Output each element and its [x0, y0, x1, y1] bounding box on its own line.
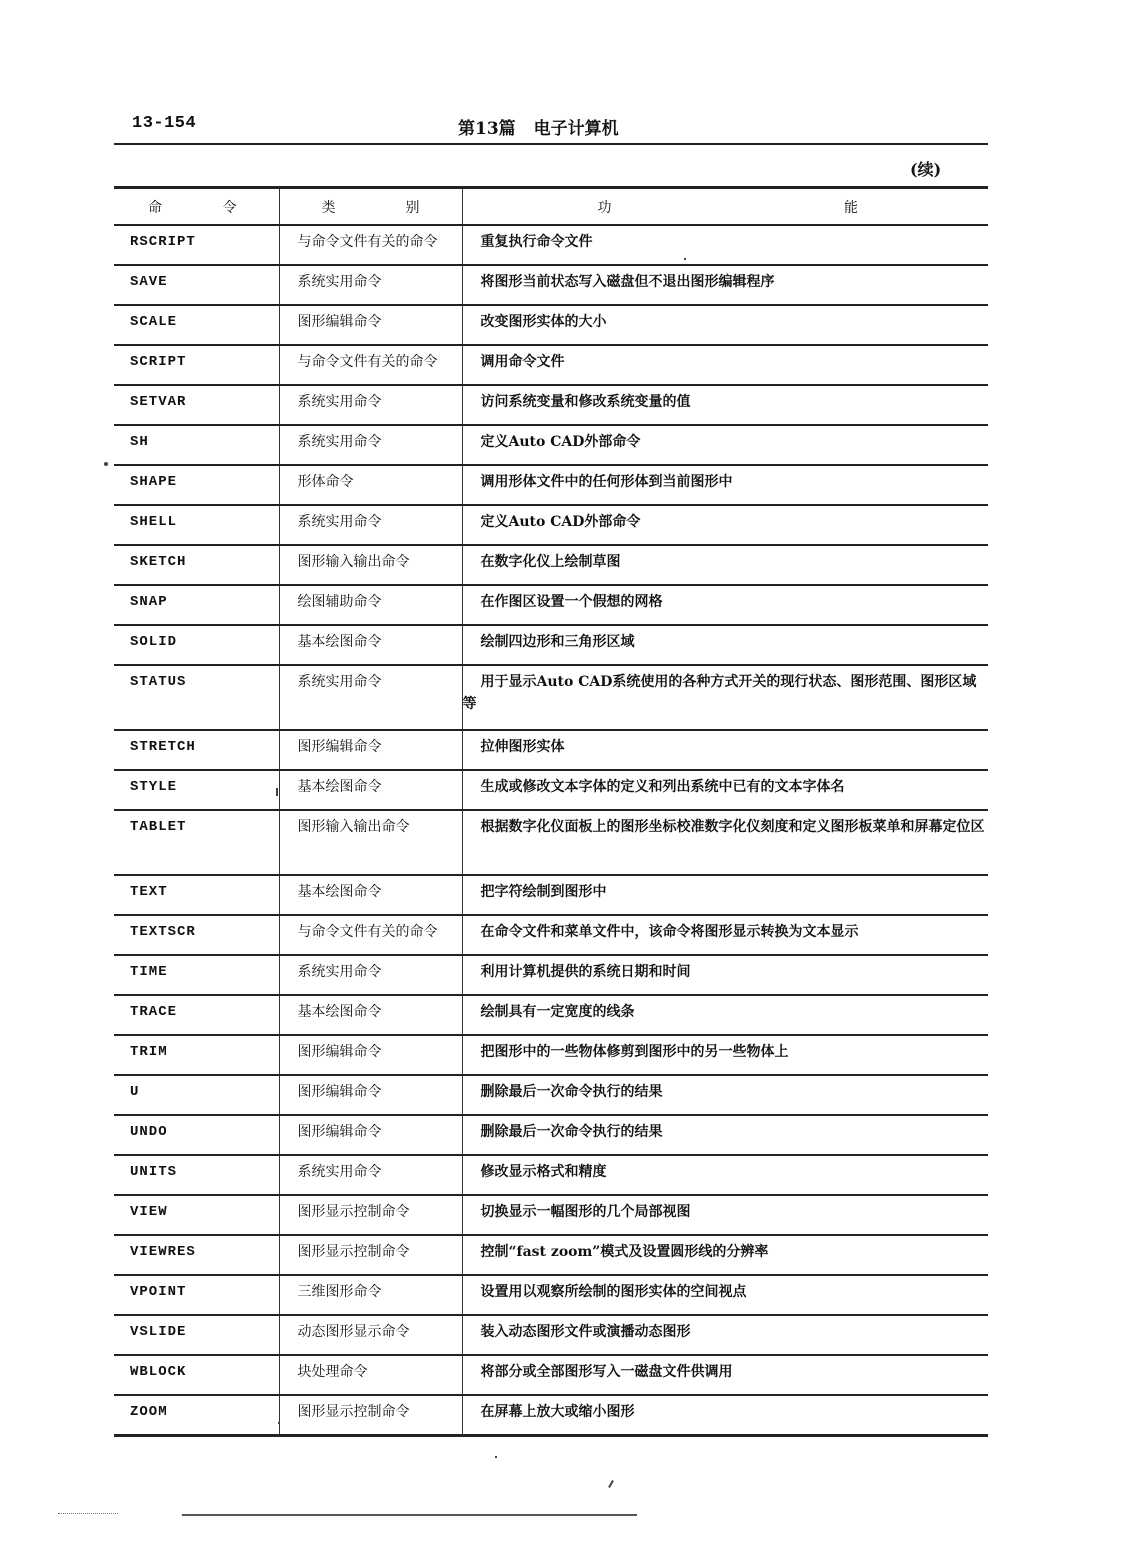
command-cell: SNAP: [114, 585, 279, 625]
table-row: [114, 265, 988, 305]
category-cell: 动态图形显示命令: [279, 1315, 462, 1355]
category-cell: 基本绘图命令: [279, 625, 462, 665]
function-cell: 在命令文件和菜单文件中，该命令将图形显示转换为文本显示: [462, 915, 988, 955]
table-row: [114, 1035, 988, 1075]
command-cell: STATUS: [114, 665, 279, 730]
command-cell: U: [114, 1075, 279, 1115]
scan-dot: [684, 258, 686, 260]
function-cell: 调用命令文件: [462, 345, 988, 385]
category-cell: 与命令文件有关的命令: [279, 915, 462, 955]
function-cell: 定义Auto CAD外部命令: [462, 505, 988, 545]
category-cell: 系统实用命令: [279, 955, 462, 995]
category-cell: 图形显示控制命令: [279, 1235, 462, 1275]
page-number: 13-154: [132, 114, 197, 133]
function-cell: 控制“fast zoom”模式及设置圆形线的分辨率: [462, 1235, 988, 1275]
table-row: [114, 665, 988, 730]
table-row: [114, 1075, 988, 1115]
command-cell: SETVAR: [114, 385, 279, 425]
table-row: [114, 1355, 988, 1395]
command-cell: TEXT: [114, 875, 279, 915]
table-row: [114, 915, 988, 955]
category-cell: 基本绘图命令: [279, 995, 462, 1035]
category-cell: 图形输入输出命令: [279, 545, 462, 585]
command-cell: SHAPE: [114, 465, 279, 505]
category-cell: 三维图形命令: [279, 1275, 462, 1315]
command-cell: TABLET: [114, 810, 279, 875]
category-cell: 系统实用命令: [279, 265, 462, 305]
command-cell: VPOINT: [114, 1275, 279, 1315]
table-row: [114, 345, 988, 385]
scan-dot: [608, 1480, 614, 1488]
function-cell: 调用形体文件中的任何形体到当前图形中: [462, 465, 988, 505]
table-row: [114, 995, 988, 1035]
function-cell: 装入动态图形文件或演播动态图形: [462, 1315, 988, 1355]
category-cell: 块处理命令: [279, 1355, 462, 1395]
chapter-number: 第13篇: [458, 119, 516, 139]
function-cell: 设置用以观察所绘制的图形实体的空间视点: [462, 1275, 988, 1315]
category-cell: 图形编辑命令: [279, 305, 462, 345]
category-cell: 基本绘图命令: [279, 875, 462, 915]
table-row: [114, 585, 988, 625]
command-table: [114, 186, 988, 1437]
table-row: [114, 545, 988, 585]
category-cell: 系统实用命令: [279, 505, 462, 545]
function-cell: 根据数字化仪面板上的图形坐标校准数字化仪刻度和定义图形板菜单和屏幕定位区: [462, 810, 988, 875]
table-row: [114, 465, 988, 505]
table-row: [114, 770, 988, 810]
category-cell: 图形显示控制命令: [279, 1395, 462, 1436]
function-cell: 修改显示格式和精度: [462, 1155, 988, 1195]
category-cell: 图形编辑命令: [279, 1115, 462, 1155]
table-row: [114, 1315, 988, 1355]
scan-dot: [495, 1456, 497, 1458]
column-header-category: 类 别: [279, 188, 462, 226]
column-header-command: 命 令: [114, 188, 279, 226]
table-row: [114, 225, 988, 265]
command-cell: SKETCH: [114, 545, 279, 585]
function-cell: 访问系统变量和修改系统变量的值: [462, 385, 988, 425]
function-cell: 拉伸图形实体: [462, 730, 988, 770]
category-cell: 图形显示控制命令: [279, 1195, 462, 1235]
chapter-name: 电子计算机: [533, 119, 619, 139]
function-cell: 绘制具有一定宽度的线条: [462, 995, 988, 1035]
table-row: [114, 955, 988, 995]
table-row: [114, 425, 988, 465]
function-cell: 把字符绘制到图形中: [462, 875, 988, 915]
table-row: [114, 505, 988, 545]
command-cell: SOLID: [114, 625, 279, 665]
category-cell: 系统实用命令: [279, 1155, 462, 1195]
header-rule: [114, 143, 988, 145]
command-cell: ZOOM: [114, 1395, 279, 1436]
function-cell: 将图形当前状态写入磁盘但不退出图形编辑程序: [462, 265, 988, 305]
function-cell: 改变图形实体的大小: [462, 305, 988, 345]
table-row: [114, 1275, 988, 1315]
function-cell: 重复执行命令文件: [462, 225, 988, 265]
table-header-row: [114, 188, 988, 226]
category-cell: 图形输入输出命令: [279, 810, 462, 875]
category-cell: 图形编辑命令: [279, 1075, 462, 1115]
column-header-function: 功 能: [462, 188, 988, 226]
function-cell: 在数字化仪上绘制草图: [462, 545, 988, 585]
table-row: [114, 875, 988, 915]
table-row: [114, 1115, 988, 1155]
bottom-scan-line: [182, 1514, 637, 1516]
category-cell: 形体命令: [279, 465, 462, 505]
command-cell: SCALE: [114, 305, 279, 345]
scan-dot: [278, 1422, 280, 1424]
function-cell: 切换显示一幅图形的几个局部视图: [462, 1195, 988, 1235]
table-body: [114, 225, 988, 1436]
function-cell: 在作图区设置一个假想的网格: [462, 585, 988, 625]
table-row: [114, 625, 988, 665]
scan-dot: [276, 788, 278, 796]
category-cell: 基本绘图命令: [279, 770, 462, 810]
function-cell: 在屏幕上放大或缩小图形: [462, 1395, 988, 1436]
table-row: [114, 305, 988, 345]
table-row: [114, 730, 988, 770]
command-cell: VSLIDE: [114, 1315, 279, 1355]
category-cell: 图形编辑命令: [279, 730, 462, 770]
table-row: [114, 385, 988, 425]
table-row: [114, 1195, 988, 1235]
function-cell: 删除最后一次命令执行的结果: [462, 1075, 988, 1115]
function-cell: 删除最后一次命令执行的结果: [462, 1115, 988, 1155]
category-cell: 图形编辑命令: [279, 1035, 462, 1075]
function-cell: 绘制四边形和三角形区域: [462, 625, 988, 665]
category-cell: 与命令文件有关的命令: [279, 345, 462, 385]
table-row: [114, 1235, 988, 1275]
chapter-title: [458, 114, 619, 139]
continued-label: (续): [910, 160, 942, 179]
category-cell: 系统实用命令: [279, 425, 462, 465]
command-cell: UNITS: [114, 1155, 279, 1195]
command-cell: WBLOCK: [114, 1355, 279, 1395]
command-cell: UNDO: [114, 1115, 279, 1155]
command-cell: TRACE: [114, 995, 279, 1035]
function-cell: 利用计算机提供的系统日期和时间: [462, 955, 988, 995]
function-cell: 生成或修改文本字体的定义和列出系统中已有的文本字体名: [462, 770, 988, 810]
command-cell: VIEW: [114, 1195, 279, 1235]
command-cell: SHELL: [114, 505, 279, 545]
function-cell: 把图形中的一些物体修剪到图形中的另一些物体上: [462, 1035, 988, 1075]
category-cell: 绘图辅助命令: [279, 585, 462, 625]
table-row: [114, 1395, 988, 1436]
command-cell: SH: [114, 425, 279, 465]
command-cell: STRETCH: [114, 730, 279, 770]
scan-dot: [104, 462, 108, 466]
table-row: [114, 1155, 988, 1195]
command-cell: RSCRIPT: [114, 225, 279, 265]
category-cell: 与命令文件有关的命令: [279, 225, 462, 265]
command-cell: STYLE: [114, 770, 279, 810]
category-cell: 系统实用命令: [279, 385, 462, 425]
category-cell: 系统实用命令: [279, 665, 462, 730]
command-cell: TEXTSCR: [114, 915, 279, 955]
command-cell: SCRIPT: [114, 345, 279, 385]
function-cell: 将部分或全部图形写入一磁盘文件供调用: [462, 1355, 988, 1395]
function-cell: 定义Auto CAD外部命令: [462, 425, 988, 465]
command-cell: TIME: [114, 955, 279, 995]
table-row: [114, 810, 988, 875]
command-cell: SAVE: [114, 265, 279, 305]
function-cell: 用于显示Auto CAD系统使用的各种方式开关的现行状态、图形范围、图形区域等: [462, 665, 988, 730]
command-cell: TRIM: [114, 1035, 279, 1075]
command-cell: VIEWRES: [114, 1235, 279, 1275]
scan-dots: [58, 1513, 118, 1515]
